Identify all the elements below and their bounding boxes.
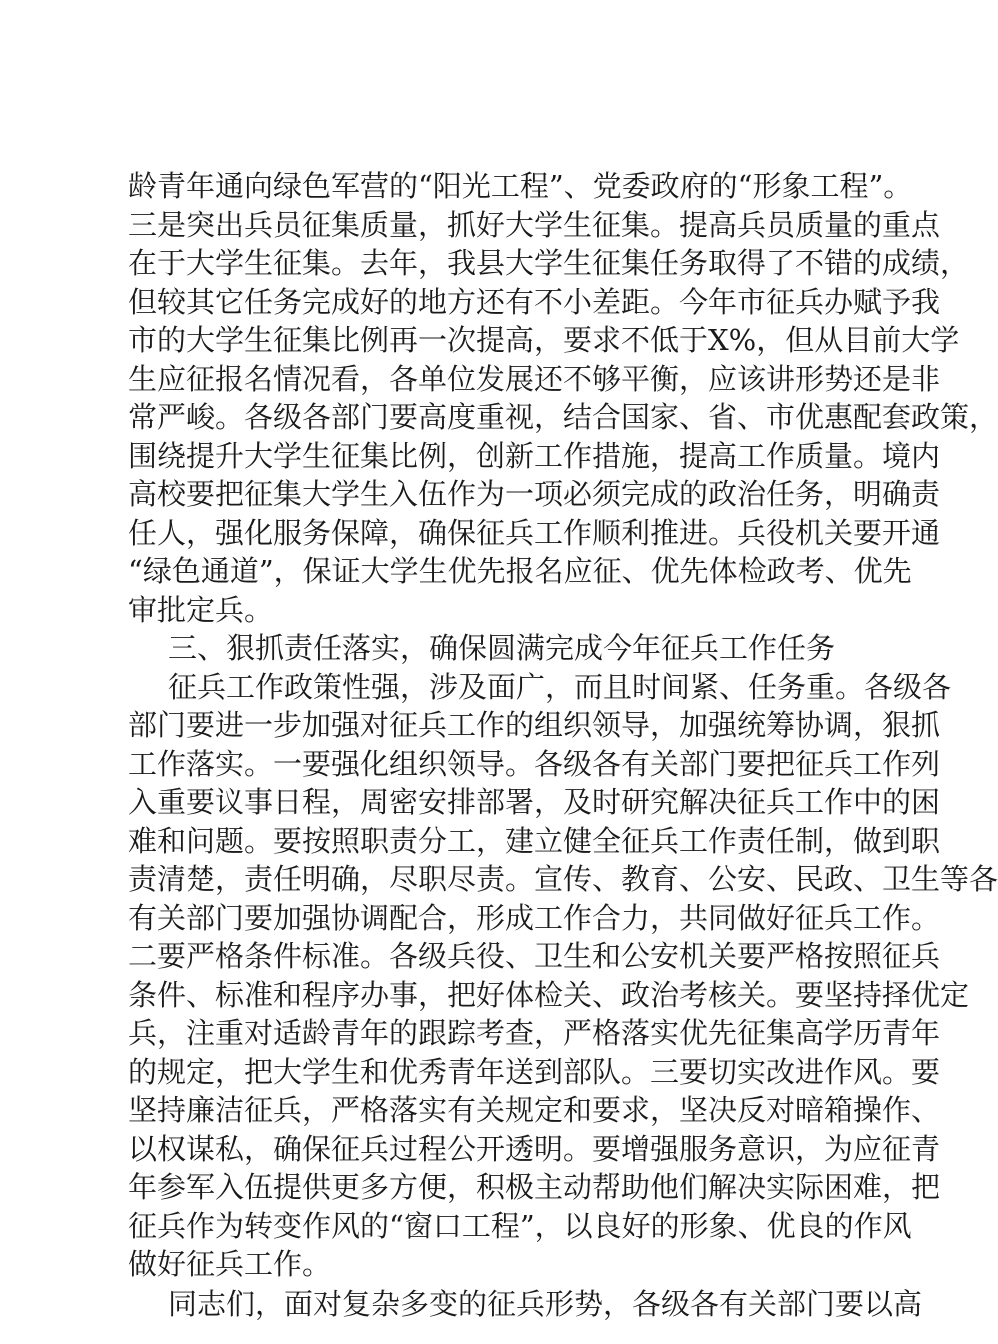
- text-line: 做好征兵工作。: [128, 1247, 332, 1281]
- text-line: 难和问题。要按照职责分工，建立健全征兵工作责任制，做到职: [128, 823, 941, 858]
- body-text: [128, 167, 998, 1323]
- text-line: 围绕提升大学生征集比例，创新工作措施，提高工作质量。境内: [128, 438, 941, 473]
- text-line: 任人，强化服务保障，确保征兵工作顺利推进。兵役机关要开通: [128, 515, 941, 550]
- text-line: 二要严格条件标准。各级兵役、卫生和公安机关要严格按照征兵: [128, 939, 941, 973]
- text-line: 征兵作为转变作风的“窗口工程”，以良好的形象、优良的作风: [128, 1208, 912, 1243]
- text-line: 有关部门要加强协调配合，形成工作合力，共同做好征兵工作。: [128, 900, 941, 935]
- text-line: 三是突出兵员征集质量，抓好大学生征集。提高兵员质量的重点: [128, 207, 941, 242]
- text-line: 生应征报名情况看，各单位发展还不够平衡，应该讲形势还是非: [128, 361, 941, 396]
- text-line: 龄青年通向绿色军营的“阳光工程”、党委政府的“形象工程”。: [128, 169, 913, 203]
- text-line: 坚持廉洁征兵，严格落实有关规定和要求，坚决反对暗箱操作、: [128, 1093, 941, 1127]
- text-line: 条件、标准和程序办事，把好体检关、政治考核关。要坚持择优定: [128, 977, 970, 1012]
- text-line: 高校要把征集大学生入伍作为一项必须完成的政治任务，明确责: [128, 477, 941, 511]
- text-line: 的规定，把大学生和优秀青年送到部队。三要切实改进作风。要: [128, 1054, 941, 1089]
- text-line: 部门要进一步加强对征兵工作的组织领导，加强统筹协调，狠抓: [128, 708, 941, 742]
- text-line: 常严峻。各级各部门要高度重视，结合国家、省、市优惠配套政策，: [128, 400, 998, 434]
- text-line: 工作落实。一要强化组织领导。各级各有关部门要把征兵工作列: [128, 746, 941, 781]
- text-line: 责清楚，责任明确，尽职尽责。宣传、教育、公安、民政、卫生等各: [128, 862, 998, 896]
- text-line: 同志们，面对复杂多变的征兵形势，各级各有关部门要以高: [168, 1286, 923, 1321]
- text-line: 兵，注重对适龄青年的跟踪考查，严格落实优先征集高学历青年: [128, 1016, 941, 1050]
- text-line: “绿色通道”，保证大学生优先报名应征、优先体检政考、优先: [128, 554, 912, 588]
- text-line: 但较其它任务完成好的地方还有不小差距。今年市征兵办赋予我: [128, 284, 941, 319]
- text-line: 在于大学生征集。去年，我县大学生征集任务取得了不错的成绩，: [128, 246, 970, 280]
- text-line: 入重要议事日程，周密安排部署，及时研究解决征兵工作中的困: [128, 785, 941, 819]
- text-line: 市的大学生征集比例再一次提高，要求不低于X%，但从目前大学: [128, 323, 960, 357]
- text-line: 征兵工作政策性强，涉及面广，而且时间紧、任务重。各级各: [168, 669, 952, 704]
- section-heading: 三、狠抓责任落实，确保圆满完成今年征兵工作任务: [168, 631, 836, 665]
- text-line: 审批定兵。: [128, 592, 274, 627]
- text-line: 年参军入伍提供更多方便，积极主动帮助他们解决实际困难，把: [128, 1170, 941, 1204]
- text-line: 以权谋私，确保征兵过程公开透明。要增强服务意识，为应征青: [128, 1131, 941, 1166]
